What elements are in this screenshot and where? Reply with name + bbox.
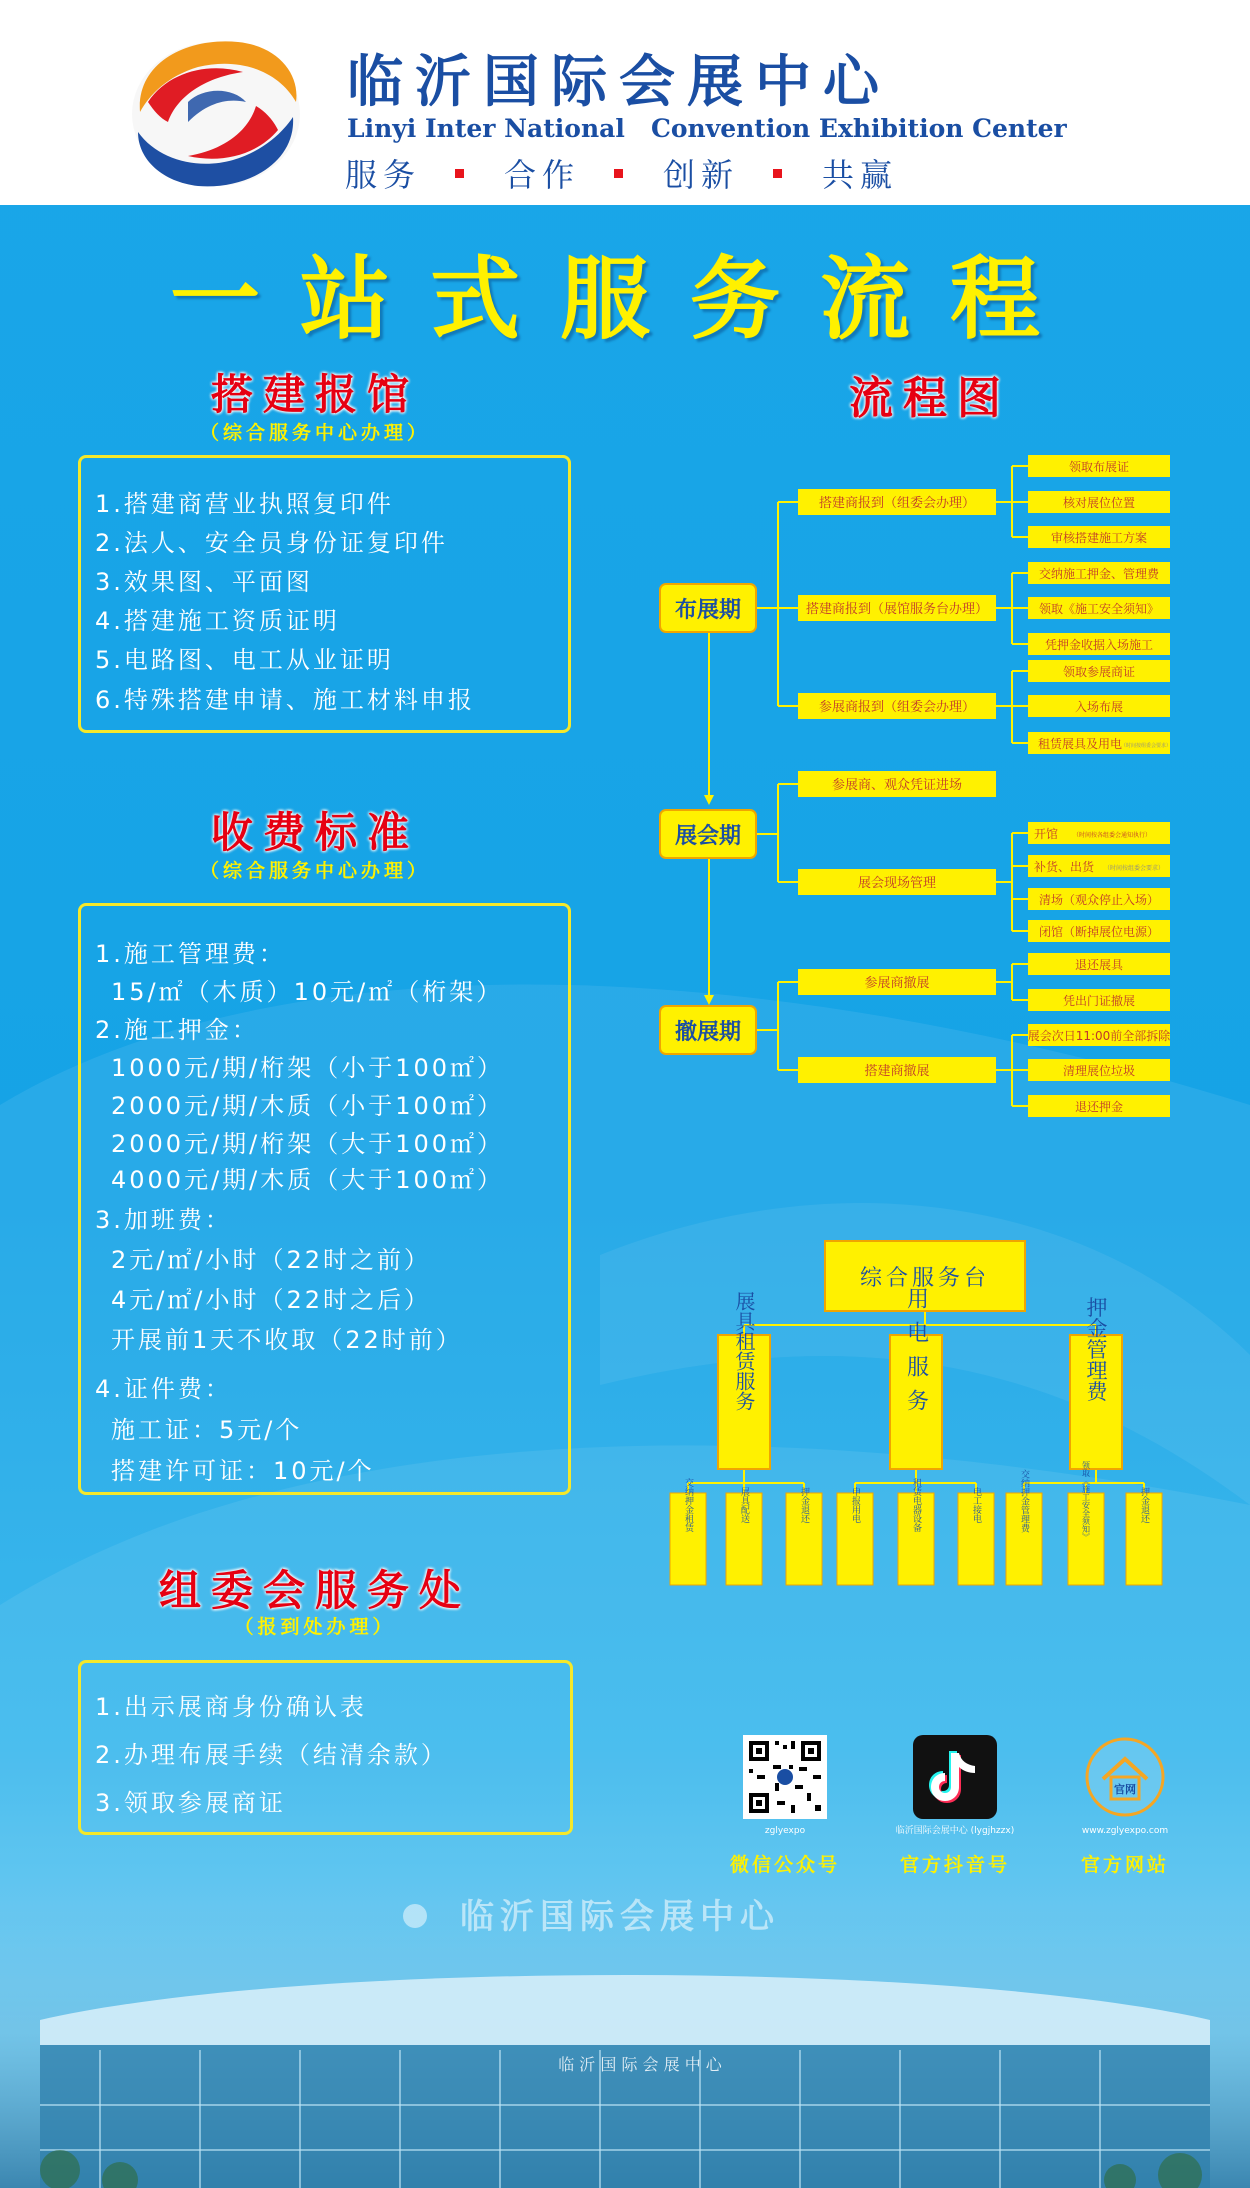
flow-leaf-box	[1028, 633, 1170, 655]
social-caption: zglyexpo	[764, 1826, 806, 1836]
committee-subtitle: （报到处办理）	[234, 1616, 396, 1638]
flow-leaf-label: 清理展位垃圾	[1062, 1064, 1136, 1078]
flow-leaf-box	[1028, 822, 1170, 844]
flow-leaf-box	[1028, 989, 1170, 1011]
service-leaf-label: 租赁电器设备	[911, 1478, 921, 1532]
douyin-logo-icon	[913, 1735, 997, 1819]
fee-line: 2.施工押金：	[95, 1016, 259, 1044]
fee-line: 3.加班费：	[95, 1206, 232, 1234]
service-leaf-label: 展具配送	[739, 1487, 749, 1523]
flow-leaf-box	[1028, 597, 1170, 619]
flow-leaf-label: 退还展具	[1074, 958, 1124, 972]
flow-step-box	[798, 869, 996, 895]
flow-leaf-box	[1028, 855, 1170, 877]
motto-item: 服务	[345, 156, 422, 194]
booth-build-title: 搭建报馆	[210, 370, 419, 419]
fee-line: 4.证件费：	[95, 1375, 232, 1403]
flow-leaf-label: 退还押金	[1074, 1100, 1124, 1114]
phase-label: 布展期	[674, 598, 742, 623]
flow-leaf-box	[1028, 660, 1170, 682]
flow-leaf-label: 补货、出货	[1033, 860, 1095, 874]
phase-label: 展会期	[674, 824, 742, 849]
service-leaf-box	[726, 1487, 762, 1585]
service-leaf-box	[958, 1486, 994, 1585]
flow-leaf-box	[1028, 920, 1170, 942]
list-item: 6.特殊搭建申请、施工材料申报	[95, 686, 475, 714]
flow-step-label: 参展商报到（组委会办理）	[818, 700, 976, 715]
flow-step-label: 搭建商撤展	[864, 1064, 930, 1079]
flow-step-label: 搭建商报到（组委会办理）	[818, 496, 976, 511]
flow-leaf-box	[1028, 953, 1170, 975]
service-leaf-label: 领取《施工安全须知》	[1081, 1461, 1091, 1541]
org-name-en-2: Convention Exhibition Center	[650, 114, 1067, 143]
list-item: 3.效果图、平面图	[95, 568, 313, 596]
flow-leaf-label: 领取参展商证	[1062, 665, 1136, 679]
social-caption: www.zglyexpo.com	[1081, 1826, 1169, 1836]
booth-build-subtitle: （综合服务中心办理）	[199, 422, 430, 444]
motto-item: 合作	[504, 156, 581, 194]
flow-step-box	[798, 693, 996, 719]
flow-step-label: 参展商撤展	[864, 976, 930, 991]
flow-step-label: 展会现场管理	[857, 876, 937, 891]
motto-item: 共赢	[822, 156, 899, 194]
flow-leaf-label: 交纳施工押金、管理费	[1038, 567, 1160, 581]
flowchart-title: 流程图	[849, 373, 1011, 424]
douyin-item[interactable]	[870, 1735, 1040, 1877]
branch-box	[890, 1287, 942, 1469]
service-leaf-label: 交纳押金租赁	[683, 1478, 693, 1532]
flow-step-box	[798, 595, 996, 621]
service-leaf-label: 电工接电	[971, 1487, 981, 1523]
social-label: 官方抖音号	[899, 1854, 1010, 1876]
flow-leaf-box	[1028, 526, 1170, 548]
flow-step-label: 参展商、观众凭证进场	[831, 778, 963, 793]
service-leaf-label: 交纳押金管理费	[1019, 1469, 1029, 1533]
qr-code-icon	[743, 1735, 827, 1819]
social-label: 微信公众号	[729, 1854, 840, 1876]
website-icon-text: 官网	[1114, 1783, 1136, 1796]
building-sign-top: 临沂国际会展中心	[460, 1897, 780, 1937]
committee-title: 组委会服务处	[158, 1566, 471, 1615]
fee-line: 开展前1天不收取（22时前）	[111, 1326, 463, 1354]
branch-box	[1070, 1297, 1122, 1470]
building-illustration	[0, 1880, 1250, 2188]
fee-line: 1000元/期/桁架（小于100㎡）	[111, 1054, 505, 1082]
service-desk-title: 综合服务台	[859, 1266, 991, 1291]
flow-leaf-label: 领取《施工安全须知》	[1038, 602, 1160, 616]
flow-step-box	[798, 489, 996, 515]
service-leaf-label: 押金退还	[1139, 1487, 1149, 1523]
website-home-icon	[1083, 1735, 1167, 1819]
list-item: 1.搭建商营业执照复印件	[95, 490, 394, 518]
flow-leaf-box	[1028, 695, 1170, 717]
branch-label: 押金管理费	[1084, 1296, 1108, 1402]
flow-leaf-label: 展会次日11:00前全部拆除	[1027, 1029, 1171, 1043]
flow-leaf-label: 凭出门证撤展	[1062, 994, 1136, 1008]
flow-leaf-label: 领取布展证	[1068, 460, 1130, 474]
fee-line: 施工证：5元/个	[111, 1416, 303, 1444]
flow-leaf-label: 清场（观众停止入场）	[1038, 893, 1160, 907]
service-leaf-box	[786, 1486, 822, 1585]
list-item: 1.出示展商身份确认表	[95, 1693, 367, 1721]
website-item[interactable]	[1040, 1735, 1210, 1877]
flow-leaf-label: 凭押金收据入场施工	[1044, 638, 1154, 652]
fee-line: 搭建许可证：10元/个	[111, 1457, 375, 1485]
phase-box	[660, 810, 756, 858]
service-leaf-label: 申报用电	[850, 1487, 860, 1523]
fee-line: 4元/㎡/小时（22时之后）	[111, 1286, 431, 1314]
committee-box	[78, 1660, 573, 1835]
flow-step-box	[798, 1057, 996, 1083]
service-leaf-label: 押金退还	[799, 1487, 809, 1523]
fees-subtitle: （综合服务中心办理）	[199, 860, 430, 882]
fee-line: 4000元/期/木质（大于100㎡）	[111, 1166, 505, 1194]
org-name-en-1: Linyi Inter National	[347, 114, 625, 143]
wechat-item[interactable]	[700, 1735, 870, 1877]
service-leaf-box	[898, 1477, 934, 1585]
list-item: 2.办理布展手续（结清余款）	[95, 1741, 448, 1769]
phase-label: 撤展期	[674, 1020, 742, 1045]
flow-leaf-box	[1028, 888, 1170, 910]
social-links	[700, 1735, 1220, 1885]
flow-leaf-box	[1028, 1095, 1170, 1117]
flow-leaf-label: 核对展位位置	[1062, 496, 1136, 510]
phase-box	[660, 1006, 756, 1054]
branch-box	[718, 1291, 770, 1469]
phase-box	[660, 584, 756, 632]
list-item: 4.搭建施工资质证明	[95, 607, 340, 635]
flow-step-box	[798, 771, 996, 797]
flow-leaf-box	[1028, 1059, 1170, 1081]
fee-line: 15/㎡（木质）10元/㎡（桁架）	[111, 978, 504, 1006]
flow-leaf-box	[1028, 455, 1170, 477]
flow-leaf-box	[1028, 491, 1170, 513]
flow-leaf-box	[1028, 1024, 1172, 1046]
flow-leaf-box	[1028, 732, 1171, 754]
service-leaf-box	[670, 1477, 706, 1585]
flow-leaf-label: 闭馆（断掉展位电源）	[1038, 925, 1160, 939]
social-label: 官方网站	[1080, 1854, 1169, 1876]
flow-leaf-label: 审核搭建施工方案	[1050, 531, 1148, 545]
list-item: 3.领取参展商证	[95, 1789, 286, 1817]
flow-leaf-label: 入场布展	[1074, 700, 1124, 714]
service-leaf-box	[837, 1486, 873, 1585]
main-title: 一站式服务流程	[170, 247, 1080, 352]
building-sign-front: 临 沂 国 际 会 展 中 心	[558, 2055, 722, 2074]
service-leaf-box	[1006, 1468, 1042, 1585]
service-leaf-box	[1068, 1460, 1104, 1585]
service-leaf-box	[1126, 1486, 1162, 1585]
branch-label: 展具租赁服务	[732, 1291, 756, 1411]
flow-leaf-label: 租赁展具及用电	[1037, 737, 1123, 751]
flow-leaf-box	[1028, 562, 1170, 584]
list-item: 5.电路图、电工从业证明	[95, 646, 394, 674]
flow-leaf-note: （时间按组委会要求）	[1120, 743, 1172, 749]
flow-step-box	[798, 969, 996, 995]
fee-line: 1.施工管理费：	[95, 940, 286, 968]
flow-leaf-note: （时间按组委会要求）	[1103, 865, 1165, 872]
fee-line: 2000元/期/桁架（大于100㎡）	[111, 1130, 505, 1158]
social-caption: 临沂国际会展中心 (lygjhzzx)	[895, 1826, 1015, 1836]
flow-leaf-label: 开馆	[1033, 827, 1059, 841]
flow-step-label: 搭建商报到（展馆服务台办理）	[805, 602, 989, 617]
motto-item: 创新	[663, 156, 740, 194]
org-name-cn: 临沂国际会展中心	[347, 50, 891, 115]
flow-leaf-note: （时间按各组委会通知执行）	[1072, 832, 1152, 839]
service-desk-diagram	[640, 1225, 1190, 1595]
fees-title: 收费标准	[210, 808, 419, 857]
list-item: 2.法人、安全员身份证复印件	[95, 529, 448, 557]
branch-label: 用电服务	[903, 1287, 929, 1423]
fee-line: 2000元/期/木质（小于100㎡）	[111, 1092, 505, 1120]
fee-line: 2元/㎡/小时（22时之前）	[111, 1246, 431, 1274]
